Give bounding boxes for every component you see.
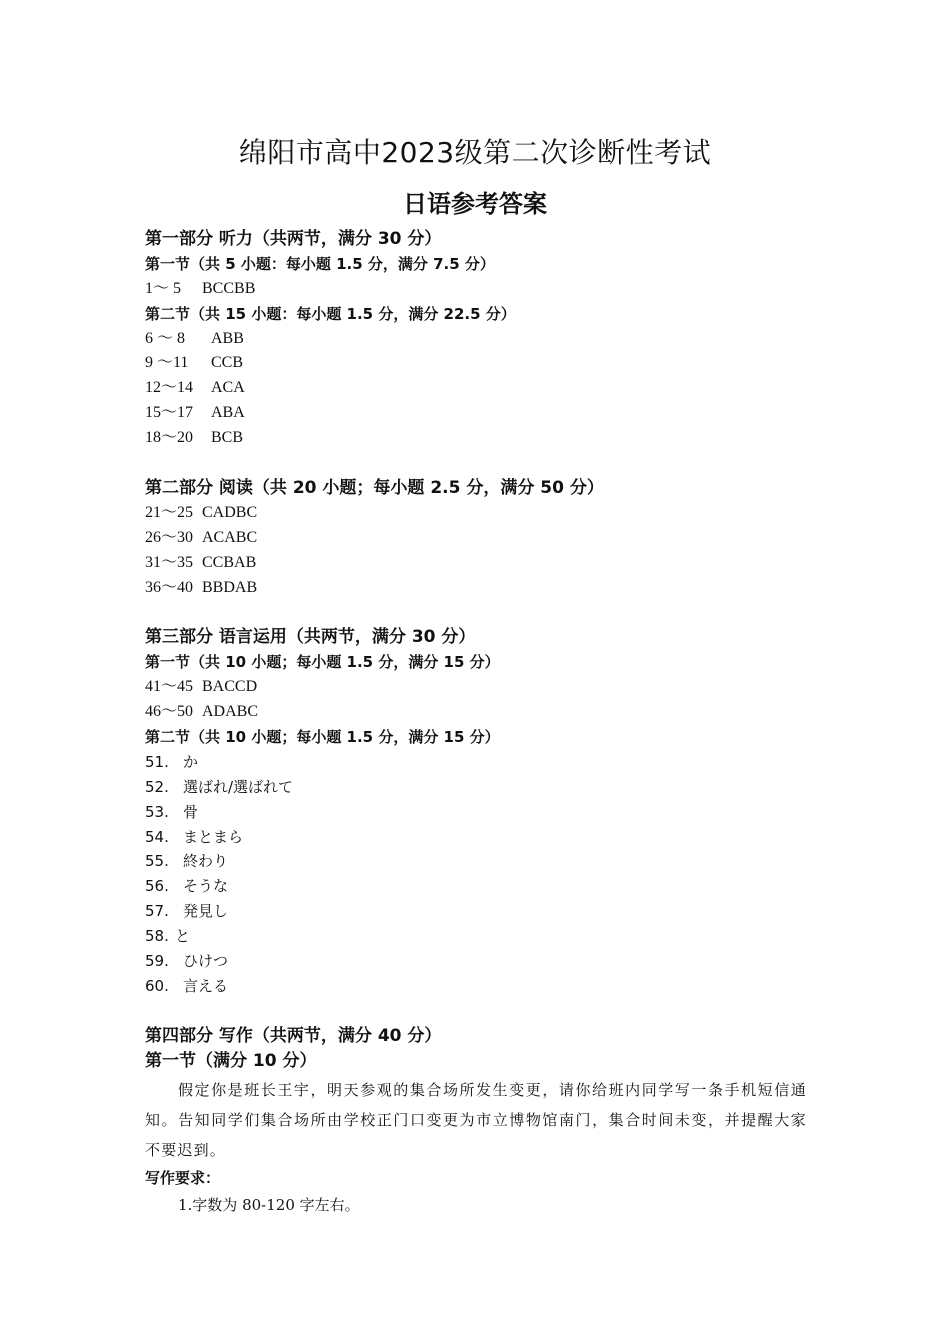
- answer-row: [145, 426, 825, 451]
- question-number: 60.: [145, 976, 169, 995]
- fill-answer-row: [145, 800, 825, 825]
- fill-answer-row: [145, 874, 825, 899]
- fill-answer-row: [145, 899, 825, 924]
- answer-range: 26～30: [145, 528, 194, 546]
- question-number: 51.: [145, 752, 169, 771]
- fill-answer: 発見し: [183, 902, 229, 921]
- answer-range: 41～45: [145, 678, 194, 696]
- fill-answer: 選ばれ/選ばれて: [183, 777, 294, 796]
- answer-row: [145, 526, 825, 551]
- answer-value: BACCD: [202, 678, 258, 696]
- fill-answer-row: [145, 750, 825, 775]
- answer-row: [145, 576, 825, 601]
- answer-range: 15～17: [145, 404, 194, 422]
- section-spacer: [145, 451, 825, 476]
- answer-content: [145, 227, 825, 1220]
- part1-heading: 第一部分 听力（共两节，满分 30 分）: [145, 229, 442, 249]
- answer-row: [145, 700, 825, 725]
- part3-heading: 第三部分 语言运用（共两节，满分 30 分）: [145, 627, 476, 648]
- fill-answer: そうな: [183, 877, 229, 896]
- exam-title: 绵阳市高中2023级第二次诊断性考试: [238, 136, 712, 169]
- requirement-item: 1.字数为 80-120 字左右。: [178, 1195, 360, 1214]
- answer-range: 1～ 5: [145, 279, 182, 297]
- answer-range: 46～50: [145, 703, 194, 721]
- question-number: 54.: [145, 827, 169, 846]
- answer-row: [145, 401, 825, 426]
- answer-range: 12～14: [145, 379, 194, 397]
- answer-range: 18～20: [145, 429, 194, 447]
- part4-heading: 第四部分 写作（共两节，满分 40 分）: [145, 1025, 442, 1046]
- answer-row: [145, 501, 825, 526]
- answer-value: CADBC: [202, 503, 258, 521]
- section-spacer: [145, 999, 825, 1024]
- fill-answer-row: [145, 924, 825, 949]
- question-number: 56.: [145, 877, 169, 896]
- fill-answer-row: [145, 849, 825, 874]
- answer-key-subtitle: 日语参考答案: [403, 190, 547, 218]
- part1-section2-heading: 第二节（共 15 小题：每小题 1.5 分，满分 22.5 分）: [145, 304, 516, 323]
- answer-value: ABB: [211, 329, 244, 347]
- answer-range: 6 ～ 8: [145, 329, 186, 347]
- fill-answer-row: [145, 949, 825, 974]
- fill-answer: 終わり: [183, 852, 229, 871]
- section-spacer: [145, 600, 825, 625]
- answer-row: [145, 376, 825, 401]
- fill-answer: ひけつ: [183, 952, 229, 971]
- part3-section1-heading: 第一节（共 10 小题；每小题 1.5 分，满分 15 分）: [145, 653, 500, 672]
- fill-answer-row: [145, 974, 825, 999]
- answer-value: ACABC: [202, 528, 258, 546]
- part2-heading: 第二部分 阅读（共 20 小题；每小题 2.5 分，满分 50 分）: [145, 478, 604, 499]
- answer-range: 36～40: [145, 578, 194, 596]
- fill-answer: と: [175, 927, 191, 946]
- answer-row: [145, 277, 825, 302]
- answer-value: BCB: [211, 429, 244, 447]
- answer-value: ADABC: [202, 703, 259, 721]
- answer-row: [145, 675, 825, 700]
- fill-answer: まとまら: [183, 827, 244, 846]
- answer-value: BBDAB: [202, 578, 258, 596]
- answer-row: [145, 551, 825, 576]
- answer-value: ACA: [211, 379, 245, 397]
- writing-prompt: 假定你是班长王宇，明天参观的集合场所发生变更，请你给班内同学写一条手机短信通知。告知同学们集合场所由学校正门口变更为市立博物馆南门，集合时间未变，并提醒大家不要迟到。: [145, 1080, 807, 1159]
- answer-value: BCCBB: [202, 279, 256, 297]
- question-number: 58.: [145, 927, 169, 946]
- answer-row: [145, 327, 825, 352]
- requirements-label: 写作要求：: [145, 1168, 221, 1187]
- part3-section2-heading: 第二节（共 10 小题；每小题 1.5 分，满分 15 分）: [145, 728, 500, 747]
- question-number: 55.: [145, 852, 169, 871]
- fill-answer: か: [183, 752, 199, 771]
- fill-answer: 骨: [183, 802, 199, 821]
- part4-section1-heading: 第一节（满分 10 分）: [145, 1050, 317, 1071]
- question-number: 59.: [145, 952, 169, 971]
- fill-answer-row: [145, 825, 825, 850]
- answer-range: 21～25: [145, 503, 194, 521]
- answer-row: [145, 351, 825, 376]
- question-number: 57.: [145, 902, 169, 921]
- answer-range: 9 ～11: [145, 354, 189, 372]
- answer-value: CCB: [211, 354, 244, 372]
- answer-value: CCBAB: [202, 553, 257, 571]
- question-number: 52.: [145, 777, 169, 796]
- answer-range: 31～35: [145, 553, 194, 571]
- question-number: 53.: [145, 802, 169, 821]
- fill-answer: 言える: [183, 976, 229, 995]
- part1-section1-heading: 第一节（共 5 小题：每小题 1.5 分，满分 7.5 分）: [145, 254, 495, 273]
- answer-value: ABA: [211, 404, 245, 422]
- fill-answer-row: [145, 775, 825, 800]
